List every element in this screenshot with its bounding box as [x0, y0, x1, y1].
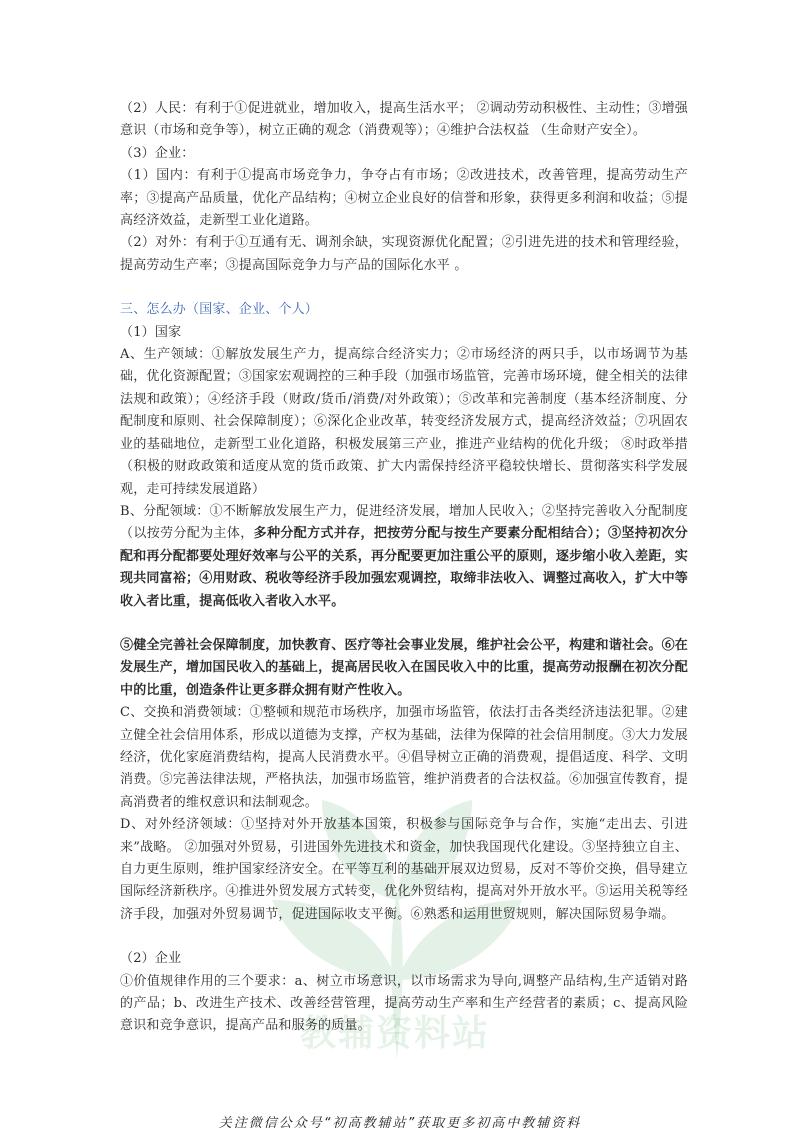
distribution-field-paragraph	[120, 501, 688, 613]
production-field-paragraph: A、生产领域：①解放发展生产力，提高综合经济实力；②市场经济的两只手，以市场调节为基础，优化资源配置；③国家宏观调控的三种手段（加强市场监管，完善市场环境，健全相关的法律法规和政策）；④经济手段（财政/货币/消费/对外政策）；⑤改革和完善制度（基本经济制度、分配制度和原则、社会保障制度）；⑥深化企业改革，转变经济发展方式，提高经济效益；⑦巩固农业的基础地位，走新型工业化道路，积极发展第三产业，推进产业结构的优化升级； ⑧时政举措（积极的财政政策和适度从宽的货币政策、扩大内需保持经济平稳较快增长、贯彻落实科学发展观，走可持续发展道路）	[120, 347, 688, 497]
document-body	[120, 98, 688, 1038]
distribution-text-bold: 多种分配方式并存，把按劳分配与按生产要素分配相结合）；③坚持初次分配和再分配都要处理好效率与公平的关系，再分配要更加注重公平的原则，逐步缩小收入差距，实现共同富裕；④用财政、税收等经济手段加强宏观调控，取缔非法收入、调整过高收入，扩大中等收入者比重，提高低收入者收入水平。	[120, 526, 688, 609]
section-heading-what-to-do: 三、怎么办（国家、企业、个人）	[120, 302, 319, 318]
country-subheading: （1）国家	[120, 324, 182, 340]
footer-note: 关注微信公众号“初高教辅站”获取更多初高中教辅资料	[218, 1116, 582, 1131]
value-law-paragraph: ①价值规律作用的三个要求：a、树立市场意识，以市场需求为导向,调整产品结构,生产适销对路的产品；b、改进生产技术、改善经营管理，提高劳动生产率和生产经营者的素质；c、提高风险意识和竞争意识，提高产品和服务的质量。	[120, 973, 688, 1034]
foreign-benefits-paragraph: （2）对外：有利于①互通有无、调剂余缺，实现资源优化配置；②引进先进的技术和管理经验，提高劳动生产率；③提高国际竞争力与产品的国际化水平 。	[120, 235, 688, 273]
enterprise-subheading: （3）企业：	[120, 145, 195, 161]
distribution-text-normal: B、分配领域：①不断解放发展生产力，促进经济发展，增加人民收入；②坚持完善收入分配制度（以按劳分配为主体，	[120, 503, 688, 542]
domestic-benefits-paragraph: （1）国内：有利于①提高市场竞争力，争夺占有市场；②改进技术，改善管理，提高劳动生产率；③提高产品质量，优化产品结构；④树立企业良好的信誉和形象，获得更多利润和收益；⑤提高经济效益，走新型工业化道路。	[120, 168, 688, 229]
foreign-economy-paragraph: D、对外经济领域：①坚持对外开放基本国策，积极参与国际竞争与合作，实施“走出去、引进来”战略。 ②加强对外贸易，引进国外先进技术和资金，加快我国现代化建设。③坚持独立自主、自力更生原则，维护国家经济安全。在平等互利的基础开展双边贸易，反对不等价交换，倡导建立国际经济新秩序。④推进外贸发展方式转变，优化外贸结构，提高对外开放水平。⑤运用关税等经济手段，加强对外贸易调节，促进国际收支平衡。⑥熟悉和运用世贸规则，解决国际贸易争端。	[120, 817, 688, 922]
watermark-text: 教辅资料站	[300, 1013, 491, 1054]
exchange-consumption-paragraph: C、交换和消费领域：①整顿和规范市场秩序，加强市场监管，依法打击各类经济违法犯罪。②建立健全社会信用体系，形成以道德为支撑，产权为基础，法律为保障的社会信用制度。③大力发展经济，优化家庭消费结构，提高人民消费水平。④倡导树立正确的消费观，提倡适度、科学、文明消费。⑤完善法律法规，严格执法，加强市场监管，维护消费者的合法权益。⑥加强宣传教育，提高消费者的维权意识和法制观念。	[120, 705, 688, 810]
enterprise-section-subheading: （2）企业	[120, 951, 182, 967]
people-benefits-paragraph: （2）人民：有利于①促进就业，增加收入，提高生活水平； ②调动劳动积极性、主动性；③增强意识（市场和竞争等），树立正确的观念（消费观等）；④维护合法权益 （生命财产安全）。	[120, 101, 688, 139]
social-security-paragraph: ⑤健全完善社会保障制度，加快教育、医疗等社会事业发展，维护社会公平，构建和谐社会。⑥在发展生产，增加国民收入的基础上，提高居民收入在国民收入中的比重，提高劳动报酬在初次分配中的比重，创造条件让更多群众拥有财产性收入。	[120, 637, 688, 698]
